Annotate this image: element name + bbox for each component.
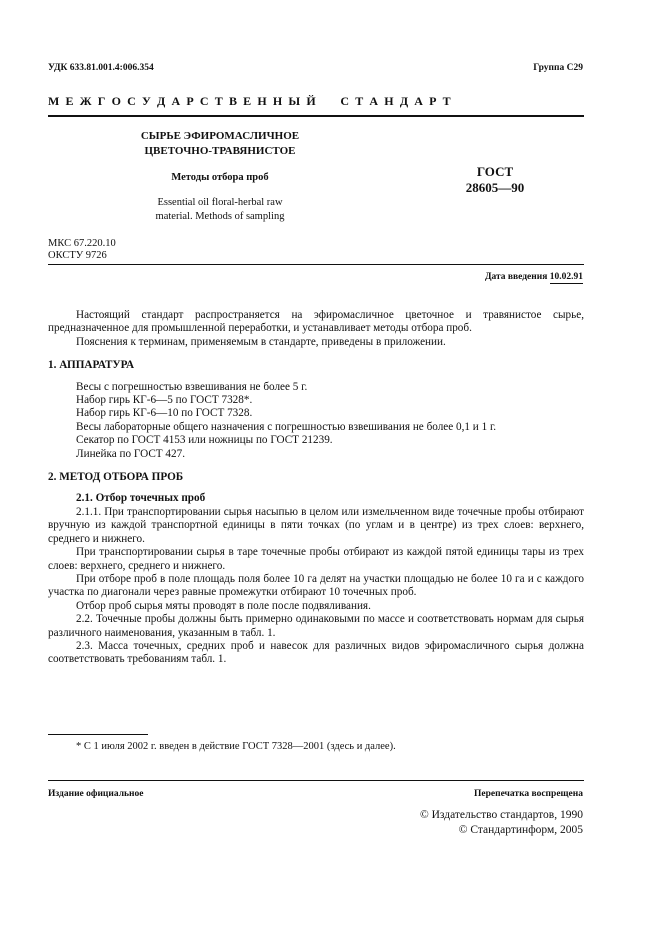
section1-heading: 1. АППАРАТУРА — [48, 359, 135, 372]
footnote: * С 1 июля 2002 г. введен в действие ГОСТ 7328—2001 (здесь и далее). — [76, 741, 396, 752]
banner-rule — [48, 115, 584, 117]
apparatus-item: Весы лабораторные общего назначения с погрешностью взвешивания не более 0,1 и 1 г. — [76, 420, 497, 433]
method-paragraph: 2.1.1. При транспортировании сырья насыпью в целом или измельченном виде точечные пробы отбирают вручную из каждой транспортной единицы в пяти точках (по углам и в центре) из трех слоев: верхнего, среднего и нижнего. — [48, 505, 584, 545]
apparatus-item: Секатор по ГОСТ 4153 или ножницы по ГОСТ 21239. — [76, 434, 333, 447]
intro-paragraph-2: Пояснения к терминам, применяемым в стандарте, приведены в приложении. — [76, 335, 446, 348]
effective-date-label: Дата введения — [484, 272, 548, 282]
reprint-prohibited: Перепечатка воспрещена — [473, 789, 583, 799]
copyright-1990: © Издательство стандартов, 1990 — [419, 809, 583, 821]
title-line1: СЫРЬЕ ЭФИРОМАСЛИЧНОЕ — [140, 130, 300, 142]
english-title-line2: material. Methods of sampling — [155, 211, 285, 222]
title-subtitle: Методы отбора проб — [171, 172, 269, 183]
gost-label: ГОСТ — [476, 164, 514, 179]
gost-number: 28605—90 — [465, 180, 525, 195]
apparatus-item: Набор гирь КГ-6—10 по ГОСТ 7328. — [76, 407, 253, 420]
method-paragraph: 2.2. Точечные пробы должны быть примерно одинаковыми по массе и соответствовать нормам для сырья различного наименования, указанным в табл. 1. — [48, 613, 584, 639]
header-rule — [48, 264, 584, 265]
apparatus-item: Набор гирь КГ-6—5 по ГОСТ 7328*. — [76, 394, 253, 407]
section2-subheading: 2.1. Отбор точечных проб — [76, 492, 206, 505]
apparatus-item: Линейка по ГОСТ 427. — [76, 447, 185, 460]
copyright-2005: © Стандартинформ, 2005 — [458, 824, 583, 836]
apparatus-item: Весы с погрешностью взвешивания не более 5 г. — [76, 380, 308, 393]
interstate-standard-banner: М Е Ж Г О С У Д А Р С Т В Е Н Н Ы Й С Т А Н Д А Р Т — [48, 94, 453, 108]
okstu-code: ОКСТУ 9726 — [48, 250, 107, 261]
section2-heading: 2. МЕТОД ОТБОРА ПРОБ — [48, 471, 184, 484]
footer-rule — [48, 780, 584, 781]
group-code: Группа С29 — [533, 63, 583, 73]
method-paragraph: При отборе проб в поле площадь поля более 10 га делят на участки площадью не более 10 га и с каждого участка по диагонали через равные промежутки отбирают 10 точечных проб. — [48, 572, 584, 599]
title-line2: ЦВЕТОЧНО-ТРАВЯНИСТОЕ — [144, 145, 296, 157]
method-paragraph: При транспортировании сырья в таре точечные пробы отбирают из каждой пятой единицы тары из трех слоев: верхнего, среднего и нижнего. — [48, 546, 584, 572]
effective-date-value: 10.02.91 — [549, 272, 583, 282]
mks-code: МКС 67.220.10 — [48, 238, 116, 249]
footnote-rule — [48, 734, 148, 735]
english-title-line1: Essential oil floral-herbal raw — [157, 197, 283, 208]
method-paragraph: Отбор проб сырья мяты проводят в поле после подвяливания. — [76, 599, 371, 612]
effective-date — [485, 272, 583, 282]
intro-paragraph: Настоящий стандарт распространяется на эфиромасличное цветочное и травянистое сырье, предназначенное для промышленной переработки, и устанавливает методы отбора проб. — [48, 309, 584, 335]
official-edition: Издание официальное — [48, 789, 144, 799]
udk-code: УДК 633.81.001.4:006.354 — [48, 63, 154, 73]
document-body — [48, 309, 584, 667]
method-paragraph: 2.3. Масса точечных, средних проб и навесок для различных видов эфиромасличного сырья должна соответствовать требованиям табл. 1. — [48, 639, 584, 666]
